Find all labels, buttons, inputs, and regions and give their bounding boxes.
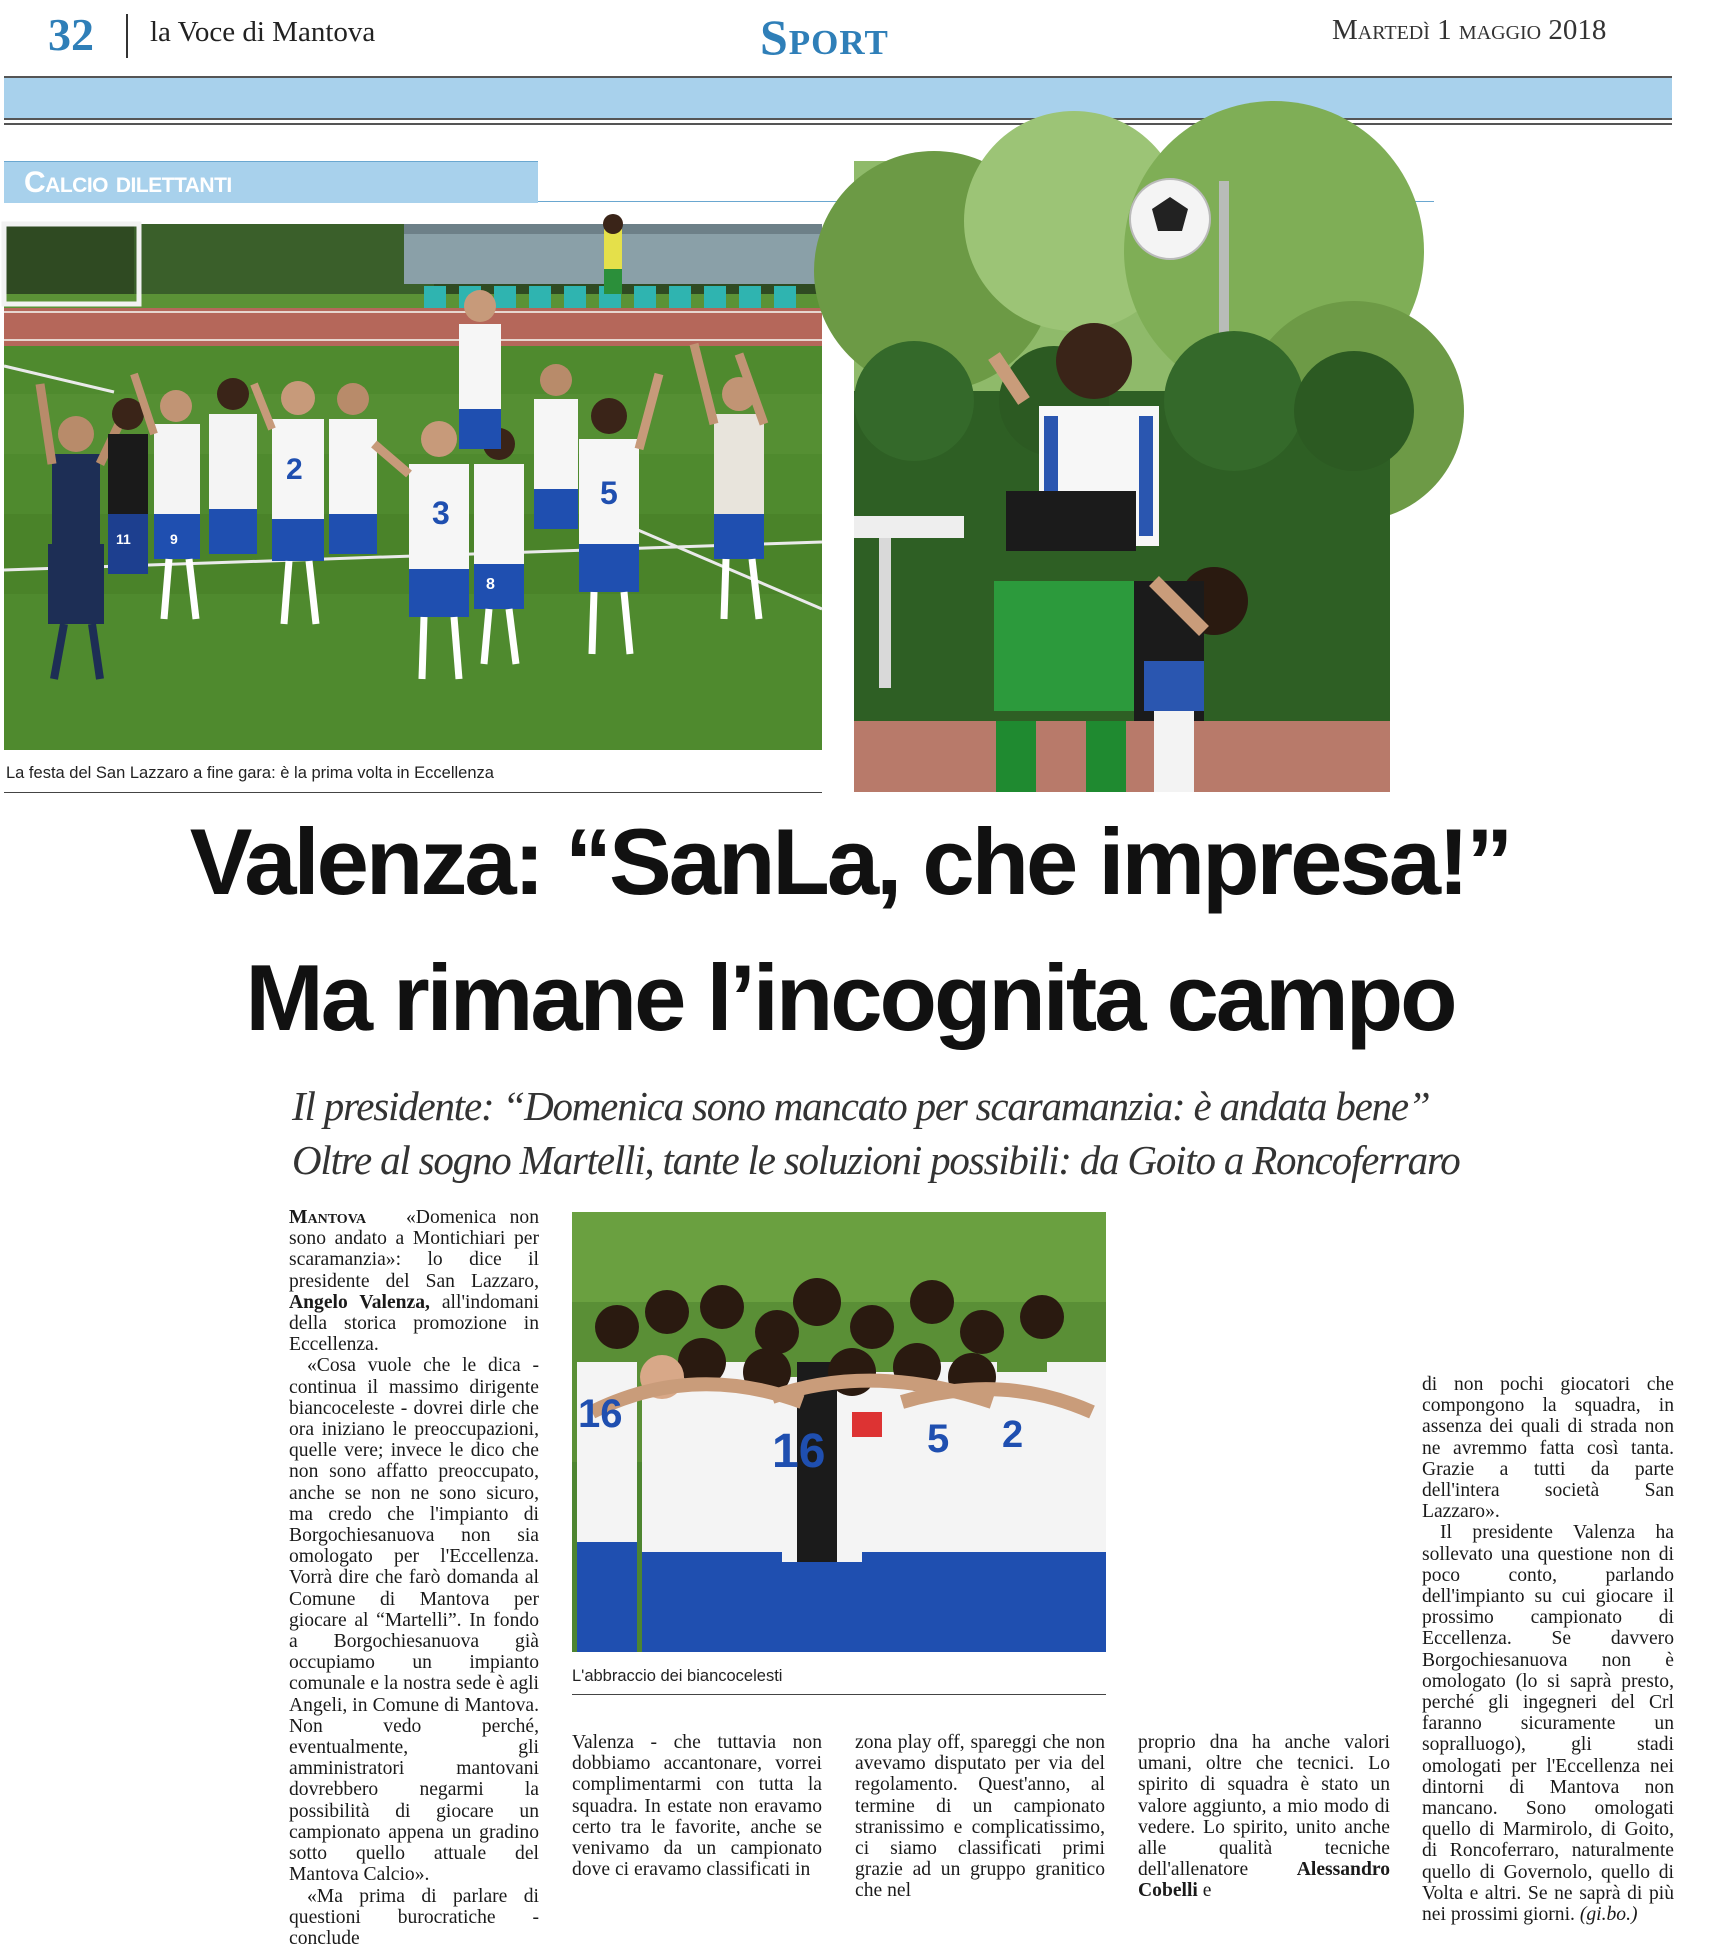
paragraph-text: all'indomani della storica promozione in Eccellenza. [289,1292,539,1355]
jersey-number: 16 [578,1392,623,1436]
jersey-number: 16 [772,1425,825,1478]
photo3-caption-rule [572,1694,1106,1695]
person-name: Angelo Valenza, [289,1292,430,1313]
article-paragraph: zona play off, spareggi che non avevamo disputato per via del regolamento. Quest'anno, al termine di un campionato stranissimo e complicatissimo, ci siamo classificati primi grazie ad un gruppo granitico che nel [855,1732,1105,1902]
issue-date: Martedì 1 maggio 2018 [1332,14,1606,47]
person-name: Alessandro Cobelli [1138,1859,1390,1901]
jersey-number: 9 [170,531,178,547]
photo1-caption-rule [4,792,822,793]
header-band [4,76,1672,120]
rubric-label: Calcio dilettanti [24,166,232,200]
photo1-caption: La festa del San Lazzaro a fine gara: è la prima volta in Eccellenza [6,764,494,783]
photo3-caption: L'abbraccio dei biancocelesti [572,1667,782,1686]
subheadline-line1: Il presidente: “Domenica sono mancato per scaramanzia: è andata bene” [292,1082,1430,1130]
article-column-5 [1422,1374,1674,1925]
article-paragraph [1138,1732,1390,1902]
jersey-number: 5 [927,1417,949,1461]
author-signature: (gi.bo.) [1580,1904,1638,1925]
page-number: 32 [48,8,94,61]
paragraph-text: proprio dna ha anche valori umani, oltre che tecnici. Lo spirito di squadra è stato un valore aggiunto, a mio modo di vedere. Lo spirito, unito anche alle qualità tecniche dell'allenatore [1138,1732,1390,1880]
jersey-number: 8 [486,576,495,593]
photo-team-celebration [4,224,822,750]
paragraph-text: e [1203,1880,1212,1901]
headline-line2: Ma rimane l’incognita campo [150,944,1550,1052]
newspaper-name: la Voce di Mantova [150,16,375,49]
article-paragraph: «Ma prima di parlare di questioni burocratiche - conclude [289,1886,539,1949]
jersey-number: 3 [432,495,450,531]
jersey-number: 2 [1002,1414,1023,1456]
dateline: Mantova [289,1207,366,1228]
masthead-divider [126,14,128,58]
article-column-3 [855,1732,1105,1902]
headline-line1: Valenza: “SanLa, che impresa!” [150,808,1550,916]
article-paragraph [289,1207,539,1355]
jersey-number: 11 [116,531,131,547]
photo-team-huddle [572,1212,1106,1652]
subheadline-line2: Oltre al sogno Martelli, tante le soluzioni possibili: da Goito a Roncoferraro [292,1136,1460,1184]
paragraph-text: «Domenica non sono andato a Montichiari per scaramanzia»: lo dice il presidente del San Lazzaro, [289,1207,539,1292]
paragraph-text: Il presidente Valenza ha sollevato una questione non di poco conto, parlando dell'impianto su cui giocare il prossimo campionato di Eccellenza. Se davvero Borgochiesanuova non è omologato (lo si saprà presto, perché gli ingegneri del Crl faranno sicuramente un sopralluogo), gli stadi omologati per l'Eccellenza nei dintorni di Mantova non mancano. Sono omologati quello di Marmirolo, di Goito, di Roncoferraro, naturalmente quello di Governolo, quello di Volta e altri. Se ne saprà di più nei prossimi giorni. [1422,1522,1674,1925]
article-paragraph: «Cosa vuole che le dica - continua il massimo dirigente biancoceleste - dovrei dirle che ora iniziano le preoccupazioni, quelle vere; invece le dico che non sono affatto preoccupato, anche se non ne sono sicuro, ma credo che l'impianto di Borgochiesanuova non sia omologato per l'Eccellenza. Vorrà dire che farò domanda al Comune di Mantova per giocare al “Martelli”. In fondo a Borgochiesanuova già occupiamo un impianto comunale e la nostra sede è agli Angeli, in Comune di Mantova. Non vedo perché, eventualmente, gli amministratori mantovani dovrebbero negarmi la possibilità di giocare un campionato appena un gradino sotto quello attuale del Mantova Calcio». [289,1355,539,1885]
article-paragraph: di non pochi giocatori che compongono la squadra, in assenza dei quali di strada non ne avremmo fatta così tanta. Grazie a tutti da parte dell'intera società San Lazzaro». [1422,1374,1674,1522]
article-paragraph: Valenza - che tuttavia non dobbiamo accantonare, vorrei complimentarmi con tutta la squadra. In estate non eravamo certo tra le favorite, anche se venivamo da un campionato dove ci eravamo classificati in [572,1732,822,1880]
jersey-number: 2 [286,453,303,486]
article-column-2 [572,1732,822,1880]
article-column-4 [1138,1732,1390,1902]
header-band-rule [4,123,1672,125]
jersey-number: 5 [600,475,618,511]
photo-header-action [854,161,1390,792]
section-title: Sport [760,8,889,66]
article-column-1 [289,1207,539,1949]
article-paragraph [1422,1522,1674,1925]
